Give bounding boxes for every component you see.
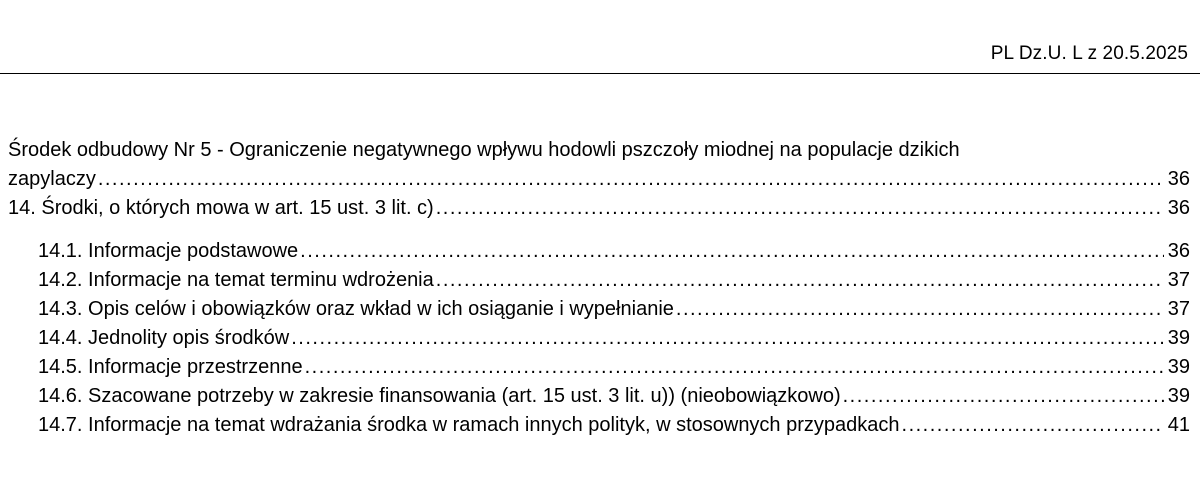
toc-entry-14-1[interactable] [8,237,1190,266]
toc-entry-14-3[interactable] [8,295,1190,324]
toc-entry-title: 14.1. Informacje podstawowe [38,240,299,262]
toc-entry-title: 14. Środki, o których mowa w art. 15 ust. 3 lit. c) [8,197,434,219]
toc-entry-title: 14.3. Opis celów i obowiązków oraz wkład w ich osiąganie i wypełnianie [38,298,674,320]
toc-entry-section-14[interactable] [8,194,1190,223]
toc-entry-title: 14.2. Informacje na temat terminu wdrożenia [38,269,434,291]
toc-entry-measure-5[interactable] [8,136,1190,194]
dot-leader [436,266,1164,295]
toc-page-number: 39 [1167,356,1190,378]
toc-entry-title: 14.5. Informacje przestrzenne [38,356,303,378]
dot-leader [843,382,1164,411]
toc-spacer [8,223,1190,237]
toc-page-number: 41 [1167,414,1190,436]
running-header-reference: PL Dz.U. L z 20.5.2025 [990,43,1188,64]
dot-leader [300,237,1164,266]
dot-leader [676,295,1164,324]
dot-leader [98,165,1164,194]
toc-entry-title-line-1: Środek odbudowy Nr 5 - Ograniczenie negatywnego wpływu hodowli pszczoły miodnej na populacje dzikich [8,139,960,161]
toc-entry-title: 14.7. Informacje na temat wdrażania środka w ramach innych polityk, w stosownych przypadkach [38,414,900,436]
toc-entry-title: 14.4. Jednolity opis środków [38,327,290,349]
dot-leader [291,324,1164,353]
toc-page-number: 39 [1167,327,1190,349]
toc-entry-14-7[interactable] [8,411,1190,440]
header-rule [0,73,1200,74]
toc-entry-14-2[interactable] [8,266,1190,295]
toc-entry-14-6[interactable] [8,382,1190,411]
toc-page-number: 36 [1167,240,1190,262]
dot-leader [902,411,1164,440]
toc-page-number: 37 [1167,269,1190,291]
toc-page-number: 39 [1167,385,1190,407]
toc-entry-title: 14.6. Szacowane potrzeby w zakresie finansowania (art. 15 ust. 3 lit. u)) (nieobowiązkowo) [38,385,841,407]
dot-leader [305,353,1164,382]
table-of-contents [8,136,1190,440]
toc-entry-14-4[interactable] [8,324,1190,353]
dot-leader [436,194,1164,223]
toc-entry-title-line-2: zapylaczy [8,168,96,190]
toc-entry-14-5[interactable] [8,353,1190,382]
toc-page-number: 36 [1167,197,1190,219]
toc-page-number: 36 [1167,168,1190,190]
toc-page-number: 37 [1167,298,1190,320]
